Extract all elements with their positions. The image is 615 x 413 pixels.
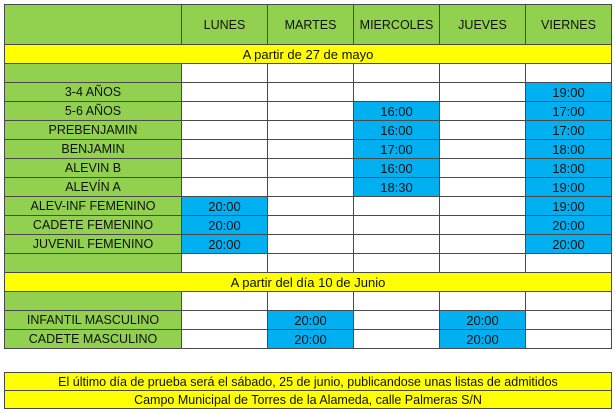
time-cell: 17:00 <box>354 140 440 159</box>
time-cell: 20:00 <box>268 330 354 349</box>
row-label: 5-6 AÑOS <box>5 102 182 121</box>
time-cell <box>526 254 612 273</box>
schedule-row <box>5 140 612 159</box>
header-day: MIERCOLES <box>354 5 440 45</box>
time-cell: 16:00 <box>354 159 440 178</box>
row-label: CADETE FEMENINO <box>5 216 182 235</box>
time-cell <box>440 254 526 273</box>
section-title-row <box>5 45 612 64</box>
time-cell: 19:00 <box>526 197 612 216</box>
section2-title: A partir del día 10 de Junio <box>5 273 612 292</box>
time-cell <box>440 121 526 140</box>
time-cell <box>440 159 526 178</box>
time-cell: 20:00 <box>440 311 526 330</box>
time-cell <box>440 83 526 102</box>
header-day: JUEVES <box>440 5 526 45</box>
row-label <box>5 292 182 311</box>
schedule-row <box>5 292 612 311</box>
time-cell <box>440 216 526 235</box>
time-cell <box>268 64 354 83</box>
time-cell: 18:00 <box>526 140 612 159</box>
time-cell: 20:00 <box>526 235 612 254</box>
time-cell <box>268 83 354 102</box>
schedule-row <box>5 121 612 140</box>
time-cell: 16:00 <box>354 121 440 140</box>
time-cell <box>182 254 268 273</box>
footer-table <box>4 372 612 409</box>
time-cell <box>440 102 526 121</box>
time-cell <box>526 64 612 83</box>
row-label: JUVENIL FEMENINO <box>5 235 182 254</box>
time-cell <box>268 235 354 254</box>
row-label: ALEV-INF FEMENINO <box>5 197 182 216</box>
time-cell <box>182 330 268 349</box>
section1-title: A partir de 27 de mayo <box>5 45 612 64</box>
time-cell: 20:00 <box>182 197 268 216</box>
time-cell <box>182 311 268 330</box>
time-cell <box>268 102 354 121</box>
row-label: PREBENJAMIN <box>5 121 182 140</box>
time-cell: 20:00 <box>182 235 268 254</box>
time-cell <box>354 235 440 254</box>
row-label <box>5 254 182 273</box>
time-cell: 17:00 <box>526 121 612 140</box>
time-cell <box>182 102 268 121</box>
time-cell <box>268 197 354 216</box>
time-cell <box>354 292 440 311</box>
row-label: INFANTIL MASCULINO <box>5 311 182 330</box>
time-cell: 18:00 <box>526 159 612 178</box>
time-cell <box>440 197 526 216</box>
header-day: VIERNES <box>526 5 612 45</box>
section-title-row <box>5 273 612 292</box>
time-cell <box>268 159 354 178</box>
schedule-row <box>5 64 612 83</box>
schedule-row <box>5 83 612 102</box>
time-cell <box>354 254 440 273</box>
time-cell <box>526 330 612 349</box>
row-label: CADETE MASCULINO <box>5 330 182 349</box>
row-label: ALEVÍN A <box>5 178 182 197</box>
time-cell <box>182 178 268 197</box>
time-cell <box>268 178 354 197</box>
time-cell <box>182 159 268 178</box>
row-label: ALEVIN B <box>5 159 182 178</box>
footer-note: El último día de prueba será el sábado, 25 de junio, publicandose unas listas de admitidos <box>5 373 612 391</box>
time-cell: 17:00 <box>526 102 612 121</box>
time-cell <box>440 178 526 197</box>
time-cell <box>526 311 612 330</box>
schedule-row <box>5 102 612 121</box>
schedule-row <box>5 235 612 254</box>
schedule-row <box>5 159 612 178</box>
time-cell: 16:00 <box>354 102 440 121</box>
time-cell: 20:00 <box>182 216 268 235</box>
footer-location: Campo Municipal de Torres de la Alameda, calle Palmeras S/N <box>5 391 612 409</box>
time-cell <box>182 64 268 83</box>
time-cell <box>354 197 440 216</box>
schedule-row <box>5 254 612 273</box>
time-cell <box>440 140 526 159</box>
time-cell: 18:30 <box>354 178 440 197</box>
time-cell <box>182 292 268 311</box>
time-cell <box>182 140 268 159</box>
schedule-row <box>5 178 612 197</box>
time-cell <box>354 83 440 102</box>
time-cell: 20:00 <box>526 216 612 235</box>
time-cell <box>182 83 268 102</box>
time-cell: 20:00 <box>440 330 526 349</box>
row-label: BENJAMIN <box>5 140 182 159</box>
time-cell <box>268 121 354 140</box>
time-cell <box>182 121 268 140</box>
row-label: 3-4 AÑOS <box>5 83 182 102</box>
row-label <box>5 64 182 83</box>
time-cell: 20:00 <box>268 311 354 330</box>
time-cell <box>268 292 354 311</box>
header-row <box>5 5 612 45</box>
time-cell <box>354 311 440 330</box>
time-cell <box>268 216 354 235</box>
schedule-row <box>5 311 612 330</box>
schedule-row <box>5 330 612 349</box>
time-cell <box>440 292 526 311</box>
header-day: MARTES <box>268 5 354 45</box>
header-corner <box>5 5 182 45</box>
time-cell <box>354 64 440 83</box>
time-cell: 19:00 <box>526 83 612 102</box>
time-cell <box>440 235 526 254</box>
time-cell <box>440 64 526 83</box>
schedule-row <box>5 197 612 216</box>
time-cell <box>526 292 612 311</box>
time-cell <box>354 216 440 235</box>
time-cell <box>268 254 354 273</box>
schedule-table <box>4 4 612 349</box>
time-cell <box>268 140 354 159</box>
header-day: LUNES <box>182 5 268 45</box>
schedule-row <box>5 216 612 235</box>
time-cell <box>354 330 440 349</box>
time-cell: 19:00 <box>526 178 612 197</box>
